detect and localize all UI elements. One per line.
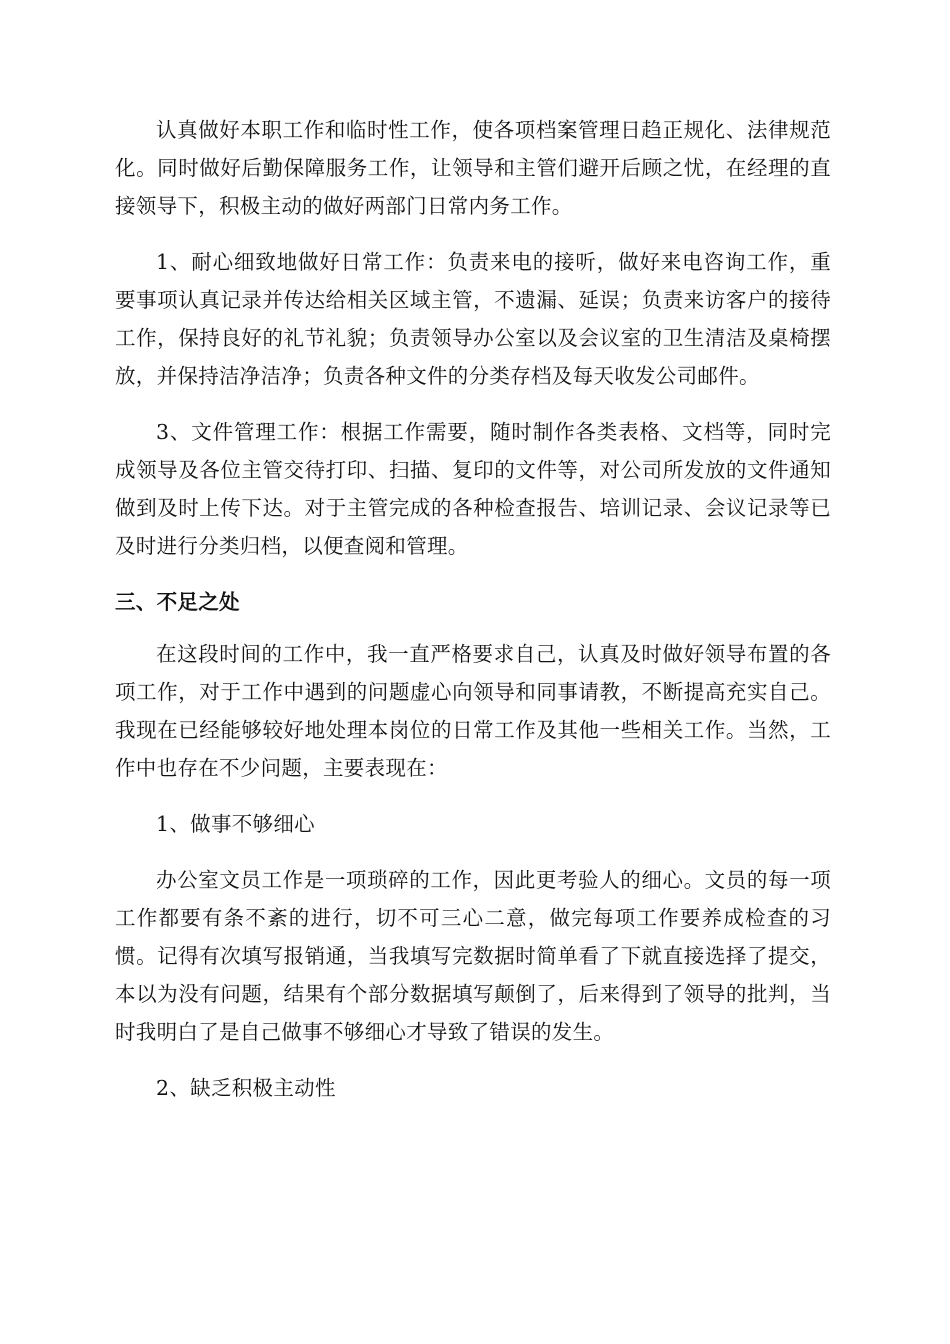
- paragraph-self-review: 在这段时间的工作中，我一直严格要求自己，认真及时做好领导布置的各项工作，对于工作中遇到的问题虚心向领导和同事请教，不断提高充实自己。我现在已经能够较好地处理本岗位的日常工作及其他一些相关工作。当然，工作中也存在不少问题，主要表现在：: [115, 642, 831, 780]
- list-item-not-careful: 1、做事不够细心: [156, 812, 315, 836]
- paragraph-file-management: 3、文件管理工作：根据工作需要，随时制作各类表格、文档等，同时完成领导及各位主管交待打印、扫描、复印的文件等，对公司所发放的文件通知做到及时上传下达。对于主管完成的各种检查报告、培训记录、会议记录等已及时进行分类归档，以便查阅和管理。: [115, 420, 831, 558]
- paragraph-archive-management: 认真做好本职工作和临时性工作，使各项档案管理日趋正规化、法律规范化。同时做好后勤保障服务工作，让领导和主管们避开后顾之忧，在经理的直接领导下，积极主动的做好两部门日常内务工作。: [115, 118, 831, 218]
- section-heading-shortcomings: 三、不足之处: [115, 590, 240, 614]
- paragraph-carefulness: 办公室文员工作是一项琐碎的工作，因此更考验人的细心。文员的每一项工作都要有条不紊的进行，切不可三心二意，做完每项工作要养成检查的习惯。记得有次填写报销通，当我填写完数据时简单看了下就直接选择了提交，本以为没有问题，结果有个部分数据填写颠倒了，后来得到了领导的批判，当时我明白了是自己做事不够细心才导致了错误的发生。: [115, 868, 831, 1044]
- paragraph-daily-work: 1、耐心细致地做好日常工作：负责来电的接听，做好来电咨询工作，重要事项认真记录并传达给相关区域主管，不遗漏、延误；负责来访客户的接待工作，保持良好的礼节礼貌；负责领导办公室以及会议室的卫生清洁及桌椅摆放，并保持洁净洁净；负责各种文件的分类存档及每天收发公司邮件。: [115, 250, 831, 388]
- list-item-lack-initiative: 2、缺乏积极主动性: [156, 1076, 336, 1100]
- document-page: [115, 111, 831, 1125]
